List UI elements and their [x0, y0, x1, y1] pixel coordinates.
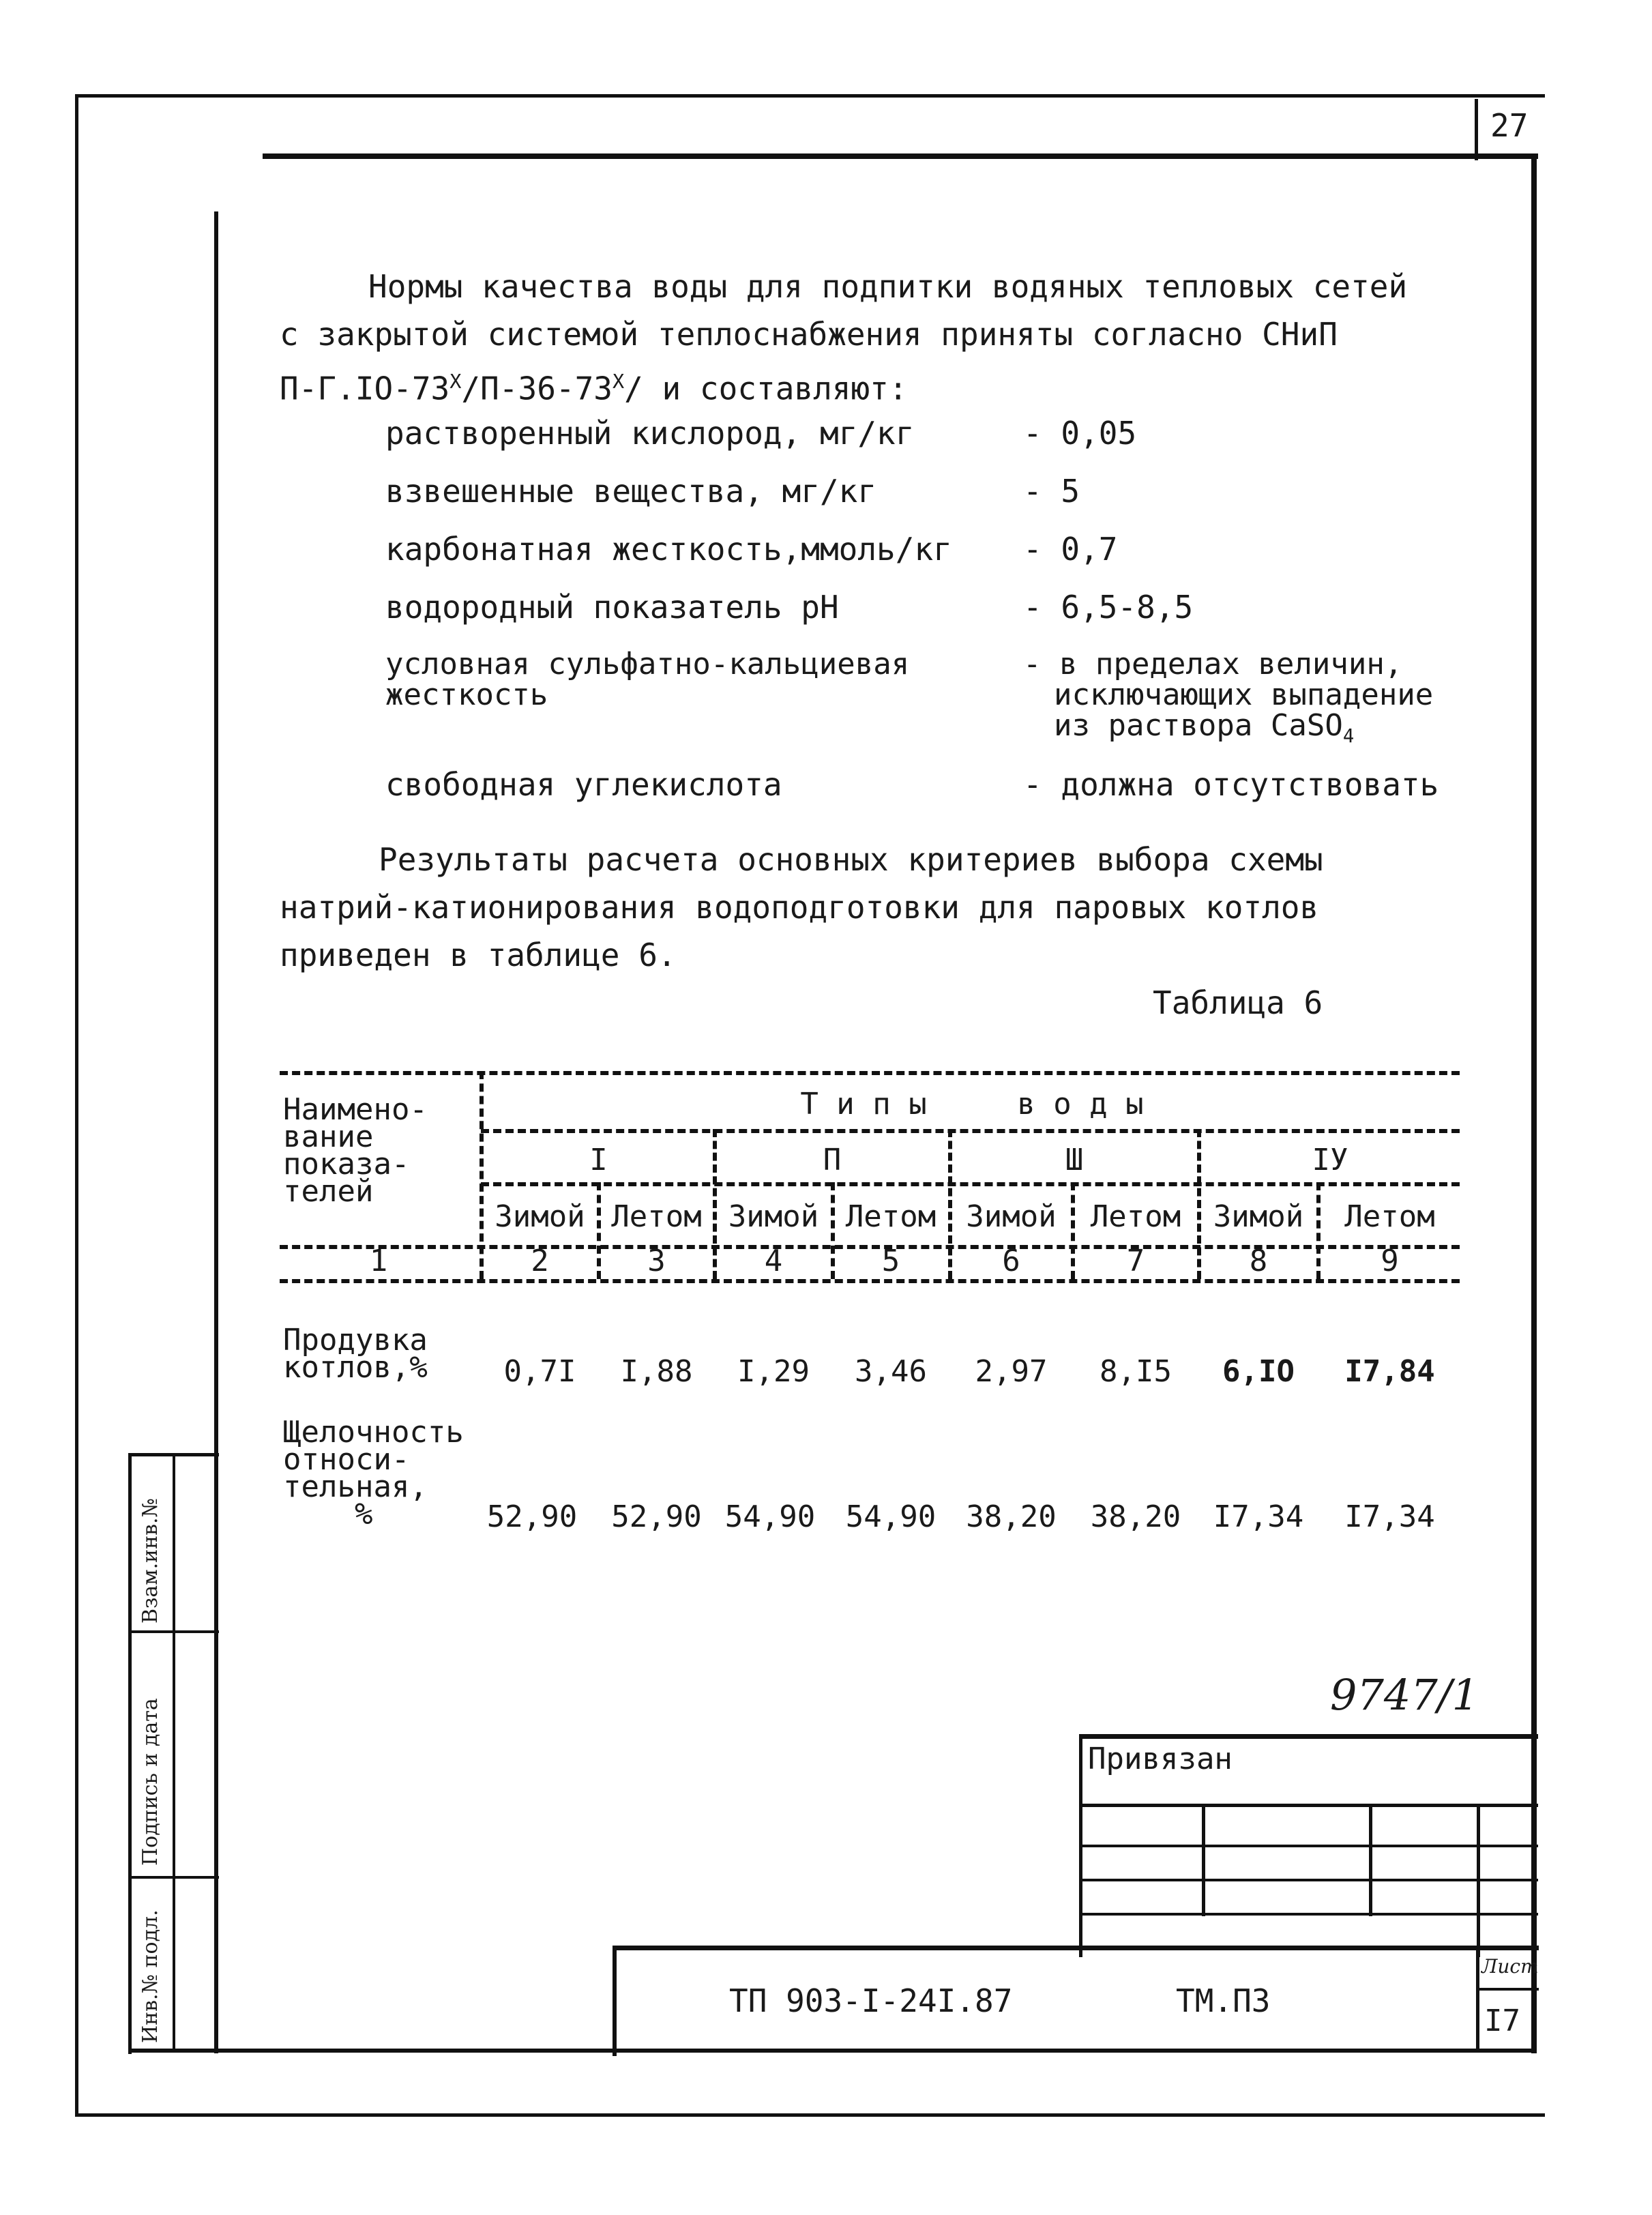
handwritten-number: 9747/1: [1330, 1670, 1479, 1720]
page-number-box-left: [1475, 99, 1478, 160]
col-number-3: 3: [647, 1244, 666, 1278]
attached-stamp-col-1: [1202, 1804, 1205, 1916]
season-7: Летом: [1090, 1199, 1181, 1234]
row1-value-9: I7,84: [1344, 1354, 1435, 1389]
side-label-signature: Подпись и дата: [138, 1698, 162, 1866]
attached-label: Привязан: [1088, 1742, 1233, 1776]
row2-value-2: 52,90: [486, 1499, 578, 1534]
side-stamp: [128, 1453, 219, 2054]
norm-name-4: водородный показатель pH: [385, 589, 839, 626]
col-number-2: 2: [531, 1244, 549, 1278]
frame-bottom-line: [75, 2113, 1545, 2117]
season-4: Зимой: [728, 1199, 819, 1234]
attached-stamp-row-1: [1082, 1804, 1538, 1807]
row1-value-7: 8,I5: [1100, 1354, 1172, 1389]
sulfate-value-1: - в пределах величин,: [1023, 647, 1403, 681]
sheet-label: Лист: [1481, 1955, 1539, 1978]
norm-name-3: карбонатная жесткость,ммоль/кг: [385, 531, 952, 568]
row1-name-2: котлов,%: [283, 1350, 428, 1385]
table-caption: Таблица 6: [1153, 984, 1323, 1021]
frame-top-line: [75, 94, 1545, 98]
col-number-1: 1: [369, 1244, 388, 1278]
season-9: Летом: [1344, 1199, 1435, 1234]
season-8: Зимой: [1213, 1199, 1304, 1234]
results-line-2: натрий-катионирования водоподготовки для паровых котлов: [280, 889, 1319, 926]
inner-frame-top: [263, 153, 1538, 159]
frame-left-line: [75, 94, 78, 2113]
header-name-2: вание: [283, 1119, 374, 1154]
row1-value-8: 6,IО: [1222, 1354, 1295, 1389]
header-name-1: Наимено-: [283, 1092, 428, 1127]
col-number-8: 8: [1249, 1244, 1268, 1278]
row1-value-2: 0,7I: [503, 1354, 576, 1389]
attached-stamp-row-3: [1082, 1879, 1538, 1881]
table-rule-types: [481, 1129, 1460, 1133]
col-number-7: 7: [1126, 1244, 1145, 1278]
norm-value-3: - 0,7: [1023, 531, 1118, 568]
intro-line-3: $П-Г.IО-73^X/П-36-73^X/$ и составляют:: [280, 370, 908, 407]
row2-name-4: %: [355, 1497, 373, 1531]
types-group-title: Т и п ы в о д ы: [800, 1087, 1144, 1121]
results-line-1: Результаты расчета основных критериев выбора схемы: [379, 841, 1323, 878]
season-6: Зимой: [966, 1199, 1057, 1234]
type-1: I: [589, 1143, 608, 1177]
type-4: IУ: [1312, 1143, 1348, 1177]
title-block-sheet-row: [1476, 1988, 1539, 1991]
row1-value-4: I,29: [737, 1354, 810, 1389]
results-line-3: приведен в таблице 6.: [280, 937, 677, 973]
side-stamp-row2: [132, 1876, 219, 1879]
sheet-number: I7: [1484, 2004, 1520, 2038]
table-rule-numbers-bottom: [280, 1279, 1460, 1283]
col-number-6: 6: [1002, 1244, 1020, 1278]
row2-value-5: 54,90: [845, 1499, 936, 1534]
header-name-4: телей: [283, 1174, 374, 1209]
row2-value-4: 54,90: [724, 1499, 816, 1534]
side-label-replacement: Взам.инв.№: [138, 1498, 162, 1624]
attached-stamp-row-4: [1082, 1913, 1538, 1916]
page-number: 27: [1490, 107, 1529, 144]
intro-line-2: с закрытой системой теплоснабжения приняты согласно СНиП: [280, 316, 1338, 353]
norm-name-1: растворенный кислород, мг/кг: [385, 415, 915, 452]
row1-value-6: 2,97: [975, 1354, 1048, 1389]
attached-stamp-row-2: [1082, 1845, 1538, 1847]
row2-name-3: тельная,: [283, 1469, 428, 1504]
doc-section: ТМ.ПЗ: [1176, 1982, 1271, 2019]
title-block: [613, 1946, 1539, 2056]
side-stamp-row1: [132, 1630, 219, 1633]
data-table: [280, 1061, 1466, 1538]
row2-value-3: 52,90: [611, 1499, 702, 1534]
side-label-inv: Инв.№ подл.: [138, 1909, 162, 2043]
co2-value: - должна отсутствовать: [1023, 766, 1439, 803]
sulfate-name-2: жесткость: [385, 677, 548, 712]
row2-value-6: 38,20: [966, 1499, 1057, 1534]
table-rule-top: [280, 1071, 1460, 1075]
norm-value-4: - 6,5-8,5: [1023, 589, 1194, 626]
sulfate-name-1: условная сульфатно-кальциевая: [385, 647, 910, 681]
attached-stamp-col-3: [1477, 1804, 1480, 1957]
attached-stamp: [1079, 1734, 1538, 1957]
season-2: Зимой: [495, 1199, 585, 1234]
title-block-sheet-divider: [1476, 1950, 1479, 2053]
co2-name: свободная углекислота: [385, 766, 782, 803]
row2-value-9: I7,34: [1344, 1499, 1435, 1534]
col-number-9: 9: [1381, 1244, 1399, 1278]
col-number-5: 5: [881, 1244, 900, 1278]
row2-name-2: относи-: [283, 1442, 410, 1477]
row2-name-1: Щелочность: [283, 1415, 464, 1450]
row2-value-7: 38,20: [1090, 1499, 1181, 1534]
side-stamp-divider: [173, 1456, 175, 2052]
doc-code: ТП 903-I-24I.87: [729, 1982, 1013, 2019]
type-3: Ш: [1065, 1143, 1084, 1177]
norm-value-1: - 0,05: [1023, 415, 1137, 452]
norm-name-2: взвешенные вещества, мг/кг: [385, 473, 877, 510]
row1-value-5: 3,46: [855, 1354, 927, 1389]
norm-value-2: - 5: [1023, 473, 1080, 510]
intro-line-1: Нормы качества воды для подпитки водяных тепловых сетей: [368, 268, 1408, 305]
header-name-3: показа-: [283, 1147, 410, 1182]
season-3: Летом: [611, 1199, 702, 1234]
type-2: П: [823, 1143, 842, 1177]
attached-stamp-col-2: [1369, 1804, 1372, 1916]
sulfate-value-3: из раствора CaSO$_4$: [1054, 708, 1355, 747]
row1-value-3: I,88: [620, 1354, 693, 1389]
sulfate-value-2: исключающих выпадение: [1054, 677, 1434, 712]
col-number-4: 4: [764, 1244, 783, 1278]
row2-value-8: I7,34: [1213, 1499, 1304, 1534]
row1-name-1: Продувка: [283, 1323, 428, 1358]
season-5: Летом: [845, 1199, 936, 1234]
table-rule-seasons: [481, 1182, 1460, 1186]
